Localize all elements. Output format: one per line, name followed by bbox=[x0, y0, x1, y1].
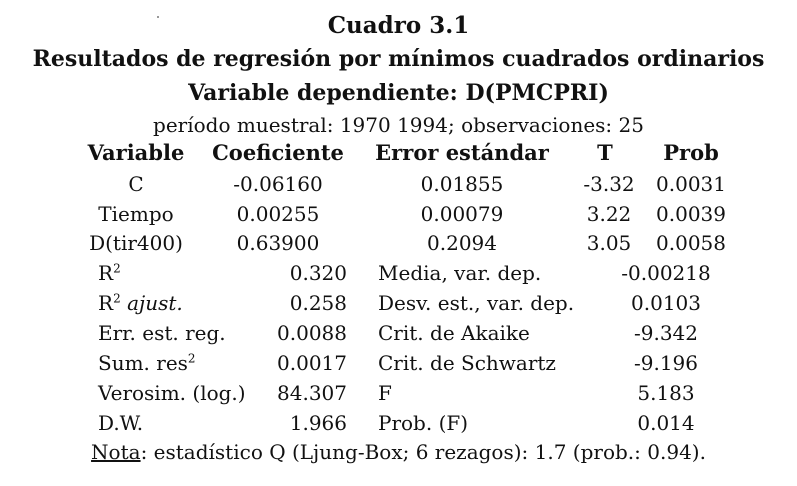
row-std-error: 0.01855 bbox=[420, 172, 504, 196]
stat-label-verosim: Verosim. (log.) bbox=[98, 381, 246, 405]
stat-label-f: F bbox=[378, 381, 392, 405]
stat-label-media: Media, var. dep. bbox=[378, 261, 542, 285]
header-prob: Prob bbox=[663, 140, 719, 165]
table-caption: Resultados de regresión por mínimos cuadrados ordinarios bbox=[32, 46, 765, 72]
row-t: 3.22 bbox=[586, 202, 632, 226]
stat-value-akaike: -9.342 bbox=[633, 321, 699, 345]
stat-value-verosim: 84.307 bbox=[277, 381, 347, 405]
table-number: Cuadro 3.1 bbox=[327, 12, 470, 39]
stat-label-err-est: Err. est. reg. bbox=[98, 321, 226, 345]
stat-value-media: -0.00218 bbox=[621, 261, 711, 285]
row-variable: D(tir400) bbox=[89, 231, 183, 255]
row-std-error: 0.2094 bbox=[427, 231, 497, 255]
row-prob: 0.0031 bbox=[656, 172, 726, 196]
row-coefficient: 0.63900 bbox=[236, 231, 320, 255]
sample-period: período muestral: 1970 1994; observaciones: 25 bbox=[153, 113, 644, 137]
row-t: -3.32 bbox=[583, 172, 635, 196]
row-variable: Tiempo bbox=[98, 202, 174, 226]
header-coefficient: Coeficiente bbox=[212, 140, 344, 165]
stat-value-f: 5.183 bbox=[637, 381, 695, 405]
header-t: T bbox=[597, 140, 613, 165]
row-coefficient: 0.00255 bbox=[236, 202, 320, 226]
footnote-text: : estadístico Q (Ljung-Box; 6 rezagos): 1.7 (prob.: 0.94). bbox=[140, 440, 706, 464]
footnote-label: Nota bbox=[91, 440, 141, 464]
row-variable: C bbox=[128, 172, 144, 196]
header-variable: Variable bbox=[87, 140, 185, 165]
stat-label-prob-f: Prob. (F) bbox=[378, 411, 469, 435]
stat-label-desv: Desv. est., var. dep. bbox=[378, 291, 575, 315]
stat-label-akaike: Crit. de Akaike bbox=[378, 321, 530, 345]
row-coefficient: -0.06160 bbox=[233, 172, 323, 196]
header-std-error: Error estándar bbox=[375, 140, 549, 165]
stat-value-err-est: 0.0088 bbox=[277, 321, 347, 345]
stat-label-sum-res: Sum. res$^2$ bbox=[98, 351, 196, 375]
footnote bbox=[0, 440, 797, 464]
row-std-error: 0.00079 bbox=[420, 202, 504, 226]
stat-value-schwartz: -9.196 bbox=[633, 351, 699, 375]
stat-value-prob-f: 0.014 bbox=[637, 411, 695, 435]
stat-label-schwartz: Crit. de Schwartz bbox=[378, 351, 556, 375]
row-prob: 0.0039 bbox=[656, 202, 726, 226]
stat-value-sum-res: 0.0017 bbox=[277, 351, 347, 375]
stat-label-r2-adjusted: $R^2$ ajust. bbox=[98, 291, 183, 315]
dependent-variable: Variable dependiente: D(PMCPRI) bbox=[188, 80, 609, 106]
stat-label-dw: D.W. bbox=[98, 411, 144, 435]
stat-value-r2: 0.320 bbox=[289, 261, 347, 285]
stat-label-r2: $R^2$ bbox=[98, 261, 121, 285]
stat-value-r2-adjusted: 0.258 bbox=[289, 291, 347, 315]
row-prob: 0.0058 bbox=[656, 231, 726, 255]
stat-value-dw: 1.966 bbox=[289, 411, 347, 435]
row-t: 3.05 bbox=[586, 231, 632, 255]
stat-value-desv: 0.0103 bbox=[631, 291, 701, 315]
